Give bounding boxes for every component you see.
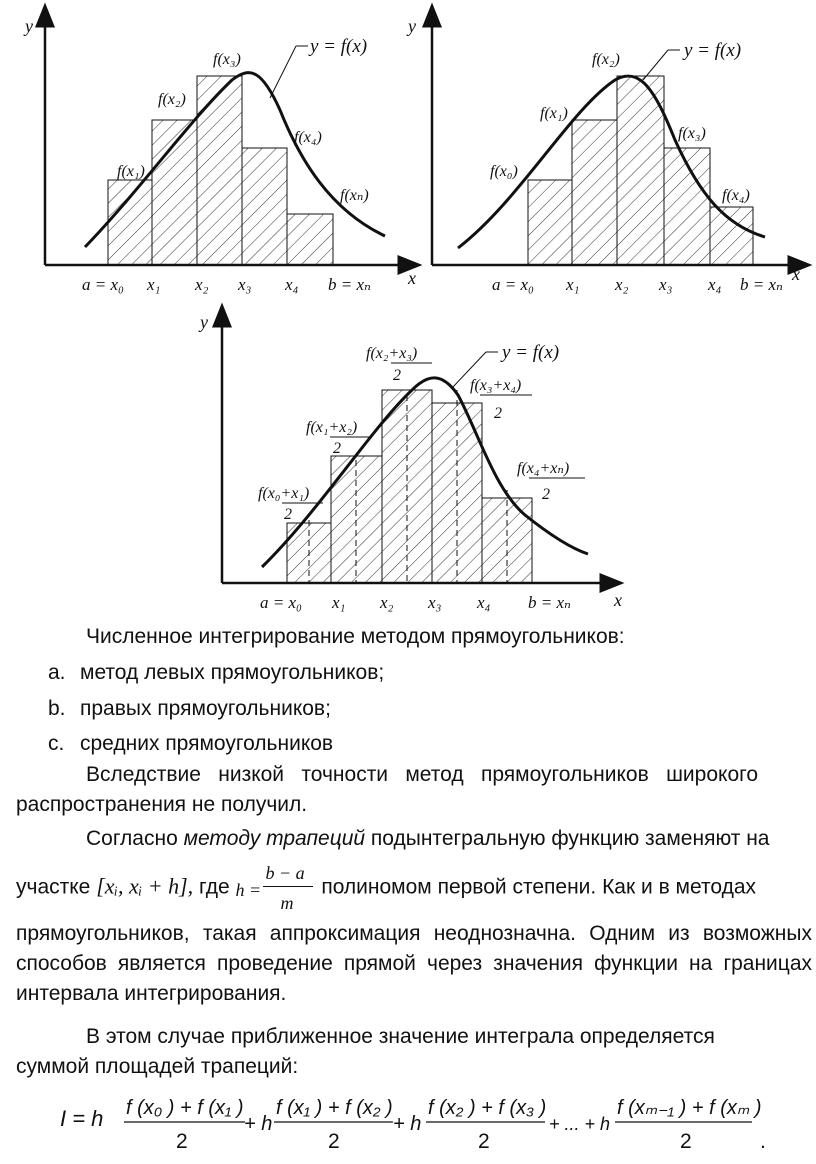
value-label-denominator: 2 (393, 367, 401, 384)
value-label: f(x₀) (490, 163, 518, 180)
figure-left-rectangles (23, 15, 416, 294)
value-label: f(x₄) (722, 187, 750, 204)
rect-5 (710, 207, 753, 265)
method-name: методу трапеций (183, 827, 366, 850)
rect-3 (617, 76, 664, 265)
tick-label: x₂ (195, 275, 209, 294)
tick-label: b = xₙ (328, 275, 371, 294)
paragraph-approximation: прямоугольников, такая аппроксимация неоднозначна. Одним из возможных способов является проведение прямой через значения функции на границах интервала интегрирования. (16, 922, 812, 1005)
paragraph-low-accuracy: Вследствие низкой точности метод прямоугольников широкого распространения не получил. (16, 763, 758, 816)
curve-label: y = f(x) (684, 40, 742, 61)
list-text: средних прямоугольников (80, 732, 334, 755)
value-label-numerator: f(x₂+x₃) (366, 345, 418, 362)
list-marker: a. (48, 661, 66, 684)
text-run: полиномом первой степени. Как и в методах (321, 875, 757, 899)
term-denominator: 2 (328, 1130, 340, 1153)
value-label-denominator: 2 (542, 486, 550, 503)
figure-right-rectangles (406, 15, 800, 294)
list-marker: c. (48, 732, 65, 755)
tick-label: x₁ (332, 593, 346, 612)
value-label: f(x₁) (117, 163, 145, 180)
paragraph-interval-line (16, 863, 816, 913)
formula-end: . (760, 1130, 766, 1153)
plus-h: + h (244, 1113, 273, 1135)
term-denominator: 2 (478, 1130, 490, 1153)
value-label: f(x₂) (158, 91, 186, 108)
h-denominator: m (280, 893, 294, 913)
value-label-numerator: f(x₁+x₂) (306, 419, 358, 436)
h-lhs: h = (235, 880, 262, 900)
term-numerator: f (x₂ ) + f (x₃ ) (428, 1097, 547, 1119)
value-label: f(x₂) (592, 51, 620, 68)
curve-label: y = f(x) (310, 36, 368, 57)
list-text: правых прямоугольников; (80, 697, 331, 720)
tick-label: x₃ (428, 593, 442, 612)
list-text: метод левых прямоугольников; (80, 661, 385, 684)
x-axis-label: x (614, 590, 622, 610)
value-label-numerator: f(x₀+x₁) (258, 485, 310, 502)
tick-label: x₃ (238, 275, 252, 294)
interval-expression: [xᵢ, xᵢ + h], (96, 873, 194, 899)
rect-1 (108, 180, 152, 265)
value-label-denominator: 2 (333, 440, 341, 457)
rect-5 (287, 214, 333, 265)
figure-middle-rectangles (198, 312, 622, 612)
tick-label: b = xₙ (528, 593, 571, 612)
tick-label: x₁ (147, 275, 161, 294)
text-run: где (199, 875, 236, 899)
tick-label: x₄ (477, 593, 491, 612)
trapezoid-formula (0, 1084, 816, 1164)
list-item (48, 658, 384, 688)
tick-label: x₄ (285, 275, 299, 294)
rect-2 (572, 120, 617, 265)
h-numerator: b − a (265, 863, 305, 883)
list-item (48, 729, 333, 759)
term-numerator: f (x₀ ) + f (x₁ ) (126, 1097, 244, 1119)
curve-label-leader (270, 46, 296, 98)
formula-lhs: I = h (60, 1106, 104, 1131)
y-axis-label: y (25, 16, 33, 36)
rect-1 (528, 180, 572, 265)
tick-label: a = x₀ (492, 275, 534, 294)
h-formula (235, 863, 315, 913)
value-label: f(xₙ) (340, 187, 369, 204)
x-axis-label: x (408, 268, 416, 288)
tick-label: x₁ (566, 275, 580, 294)
tick-label: a = x₀ (260, 593, 302, 612)
tick-label: x₃ (659, 275, 673, 294)
value-label: f(x₃) (678, 125, 706, 142)
tick-label: b = xₙ (740, 275, 783, 294)
plus-h: + h (393, 1113, 422, 1135)
tick-label: x₂ (380, 593, 394, 612)
ellipsis-h: + ... + h (549, 1114, 611, 1134)
tick-label: x₄ (708, 275, 722, 294)
value-label-numerator: f(x₃+x₄) (470, 377, 522, 394)
list-marker: b. (48, 697, 66, 720)
text-run: участке (16, 875, 97, 899)
rect-3 (197, 76, 242, 265)
rect-4 (242, 148, 287, 265)
y-axis-label: y (200, 312, 208, 332)
value-label: f(x₄) (294, 129, 322, 146)
value-label-denominator: 2 (284, 506, 292, 523)
text-run: подынтегральную функцию заменяют на (365, 827, 770, 850)
value-label-numerator: f(x₄+xₙ) (517, 460, 570, 477)
x-axis-label: x (792, 264, 800, 284)
value-label-denominator: 2 (494, 405, 502, 422)
term-denominator: 2 (680, 1130, 692, 1153)
term-denominator: 2 (176, 1130, 188, 1153)
value-label: f(x₃) (213, 51, 241, 68)
text-run: Согласно (86, 827, 184, 850)
list-item (48, 694, 331, 724)
paragraph-trapezoid-sum: В этом случае приближенное значение интеграла определяется суммой площадей трапеций: (16, 1025, 715, 1078)
value-label: f(x₁) (540, 105, 568, 122)
curve-label: y = f(x) (502, 342, 560, 363)
figure-caption: Численное интегрирование методом прямоугольников: (86, 625, 625, 648)
y-axis-label: y (408, 16, 416, 36)
paragraph-trapezoid-intro (86, 824, 806, 854)
term-numerator: f (x₁ ) + f (x₂ ) (276, 1097, 393, 1119)
tick-label: x₂ (615, 275, 629, 294)
tick-label: a = x₀ (82, 275, 124, 294)
term-numerator: f (xₘ₋₁ ) + f (xₘ ) (617, 1097, 762, 1119)
